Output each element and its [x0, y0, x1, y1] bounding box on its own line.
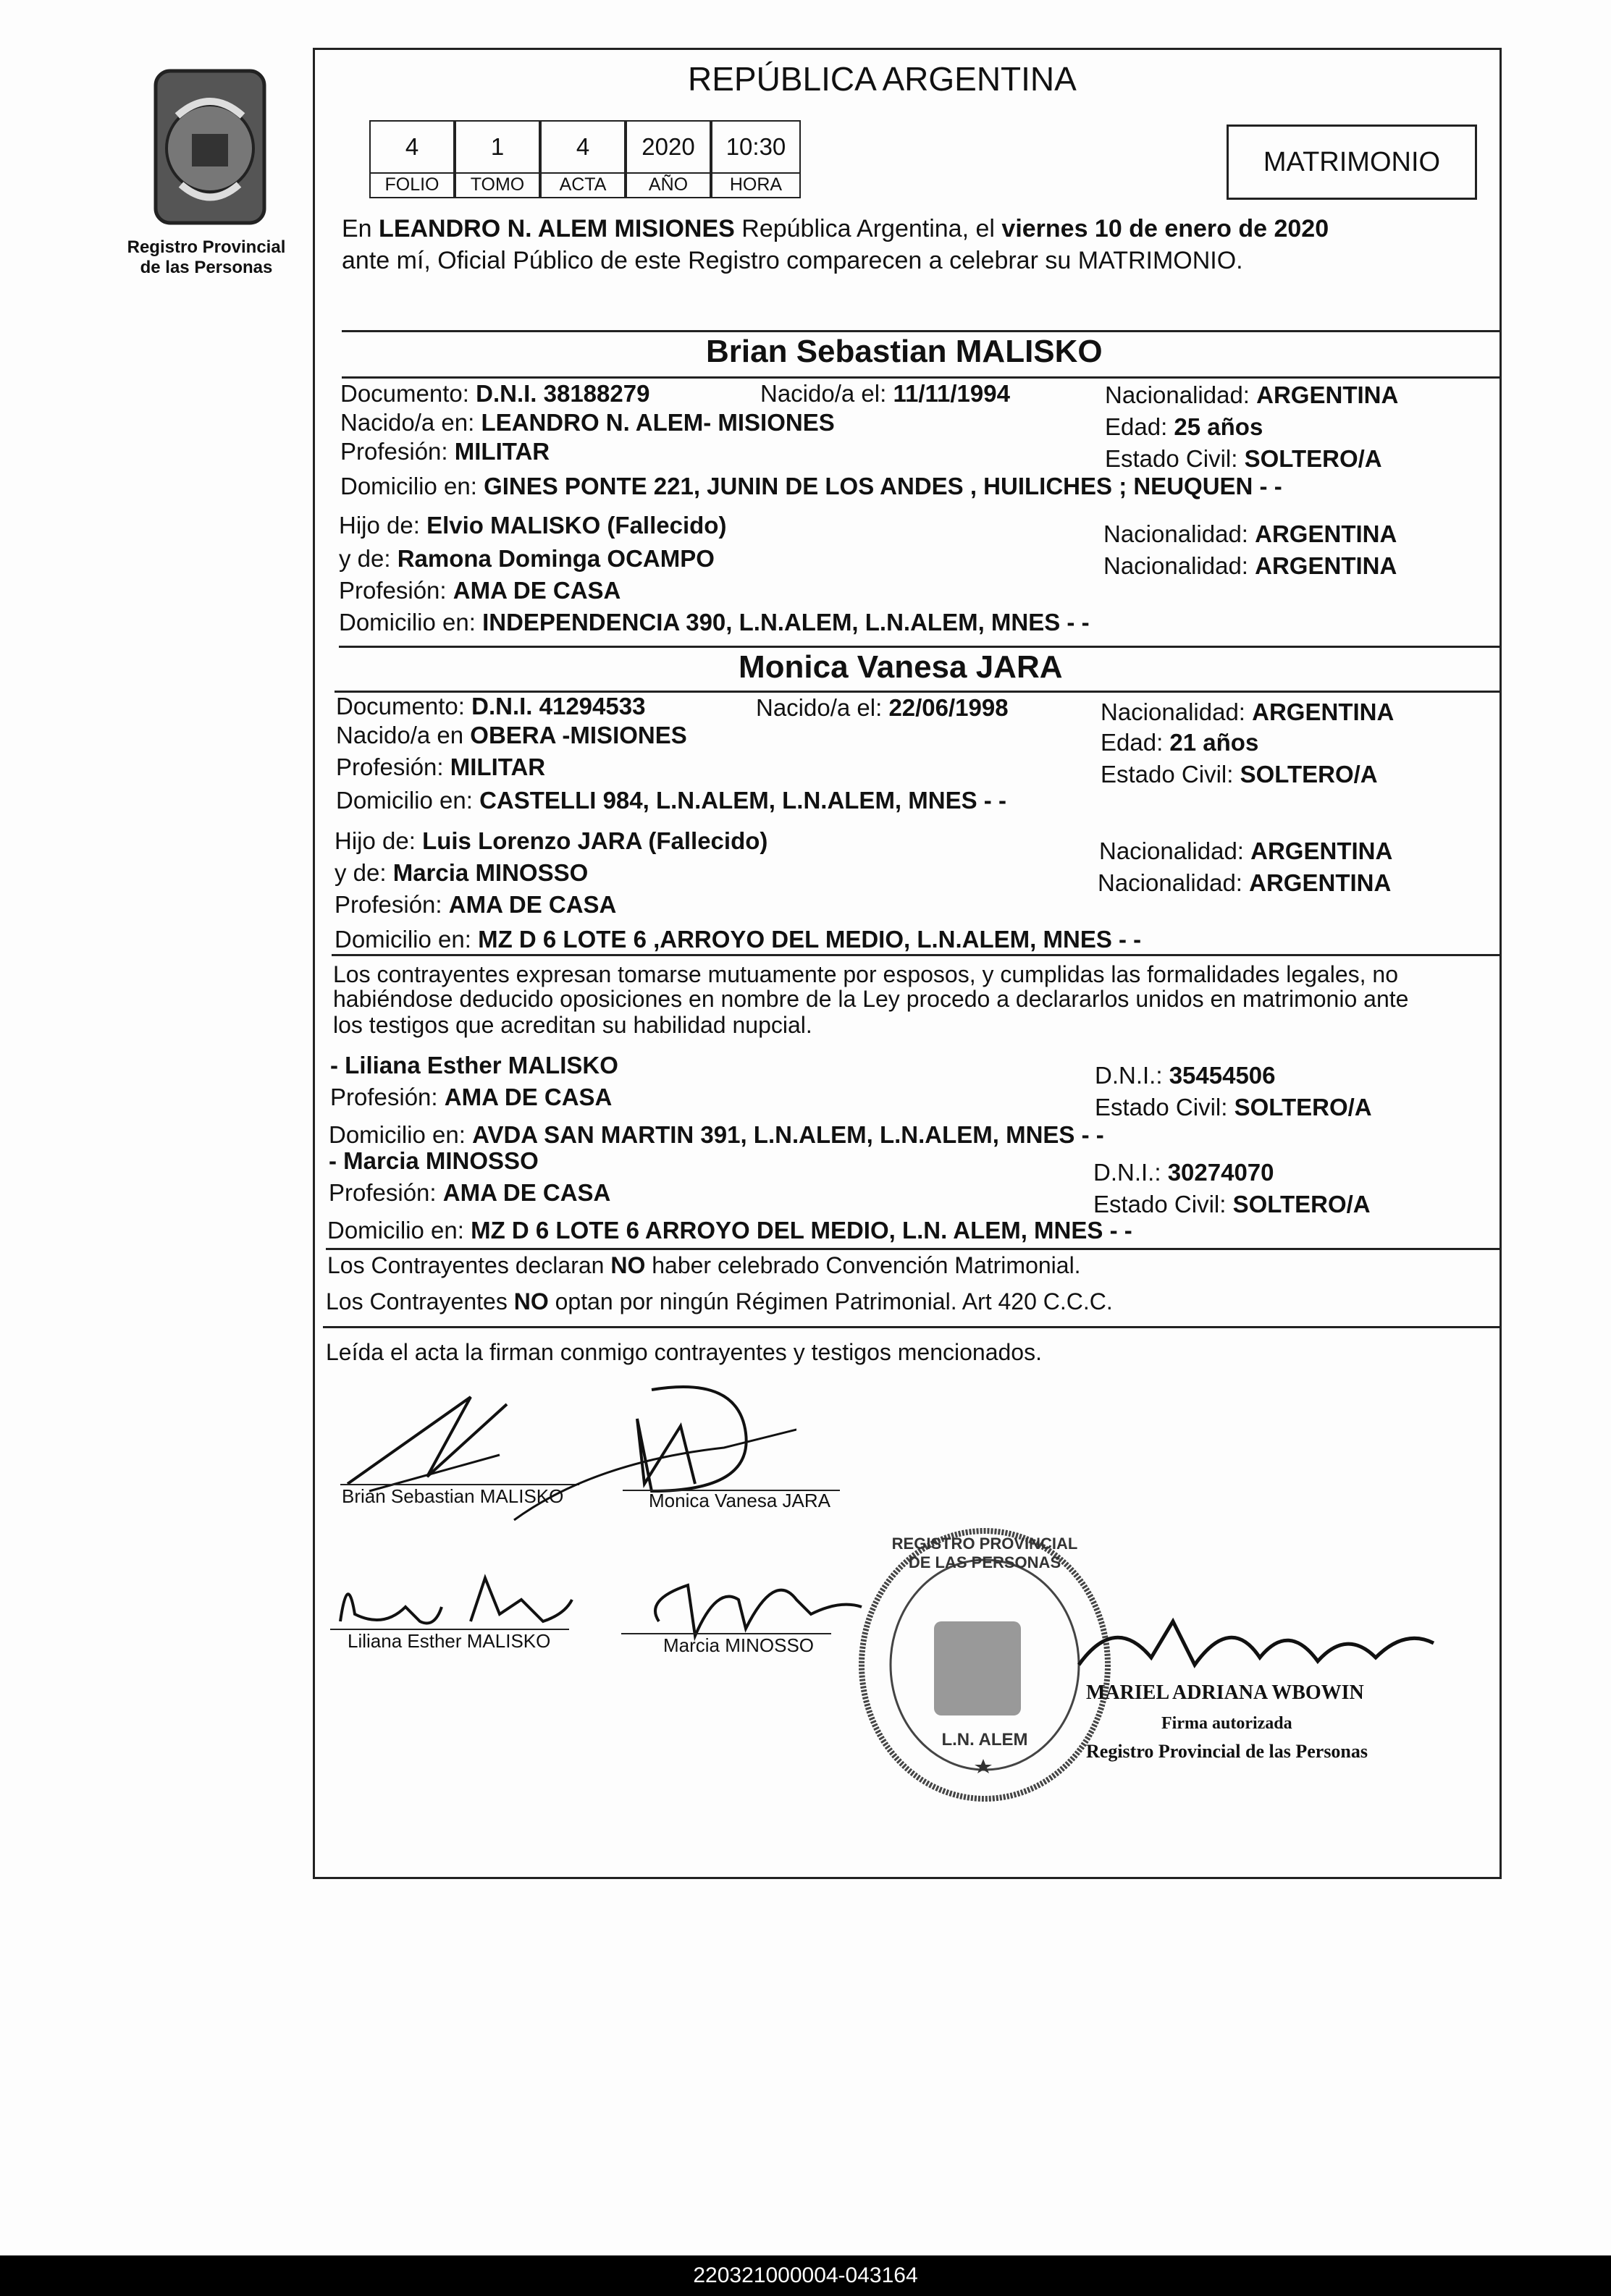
value: CASTELLI 984, L.N.ALEM, L.N.ALEM, MNES - -: [479, 787, 1006, 814]
intro-line-1: [342, 214, 1329, 243]
signature-liliana-icon: [326, 1563, 601, 1636]
cell-label: HORA: [712, 172, 799, 195]
label: Nacido/a en: [336, 722, 464, 748]
cell-label: AÑO: [627, 172, 710, 195]
declaration-line-1: Los contrayentes expresan tomarse mutuamente por esposos, y cumplidas las formalidades legales, no: [333, 961, 1398, 987]
label: Hijo de:: [339, 512, 420, 539]
value: Elvio MALISKO (Fallecido): [426, 512, 727, 539]
text: Los Contrayentes declaran: [327, 1252, 605, 1278]
groom-parents-dom: [339, 608, 1090, 637]
label: Nacionalidad:: [1098, 869, 1242, 896]
label: Estado Civil:: [1105, 445, 1238, 472]
bride-parents-prof: [335, 890, 616, 919]
bride-dom: [336, 786, 1006, 815]
value: ARGENTINA: [1255, 552, 1397, 579]
groom-civil: [1105, 444, 1382, 473]
bride-age: [1101, 728, 1258, 757]
value: AMA DE CASA: [453, 577, 621, 604]
label: Documento:: [340, 380, 469, 407]
label: Domicilio en:: [329, 1121, 466, 1148]
country-title: REPÚBLICA ARGENTINA: [688, 60, 1077, 98]
value: AVDA SAN MARTIN 391, L.N.ALEM, L.N.ALEM, MNES - -: [472, 1121, 1104, 1148]
label: Estado Civil:: [1101, 761, 1234, 788]
witness-1-civil: [1095, 1093, 1372, 1122]
witness-2-prof: [329, 1178, 610, 1207]
logo-line-2: de las Personas: [140, 258, 273, 277]
document-code: 220321000004-043164: [693, 2263, 918, 2287]
emphasis: NO: [610, 1252, 646, 1278]
groom-age: [1105, 413, 1263, 442]
emphasis: NO: [513, 1288, 549, 1314]
label: Nacido/a el:: [760, 380, 887, 407]
bride-parents-dom: [335, 925, 1141, 954]
signature-name-1: Brian Sebastian MALISKO: [342, 1485, 564, 1507]
witness-2-name: - Marcia MINOSSO: [329, 1147, 539, 1174]
label: Profesión:: [329, 1179, 437, 1206]
value: MZ D 6 LOTE 6 ARROYO DEL MEDIO, L.N. ALEM, MNES - -: [471, 1217, 1132, 1244]
cell-folio: [369, 120, 455, 198]
groom-mother: [339, 544, 715, 573]
convention-line-2: [326, 1287, 1113, 1316]
groom-dom: [340, 472, 1282, 501]
label: Nacionalidad:: [1099, 837, 1244, 864]
record-type: MATRIMONIO: [1263, 147, 1441, 177]
label: Domicilio en:: [327, 1217, 464, 1244]
label: Domicilio en:: [340, 473, 477, 499]
cell-value: 4: [405, 133, 419, 160]
intro-date: viernes 10 de enero de 2020: [1001, 215, 1329, 242]
value: 35454506: [1169, 1062, 1276, 1089]
value: Ramona Dominga OCAMPO: [397, 545, 715, 572]
label: Nacido/a el:: [756, 694, 883, 721]
groom-birthplace: [340, 408, 835, 437]
witness-2-dom: [327, 1216, 1132, 1245]
label: y de:: [339, 545, 391, 572]
bride-nat: [1101, 698, 1394, 727]
intro-line-2: ante mí, Oficial Público de este Registro comparecen a celebrar su MATRIMONIO.: [342, 247, 1243, 274]
record-type-box: [1227, 124, 1477, 200]
value: 30274070: [1167, 1159, 1274, 1186]
declaration-line-2: habiéndose deducido oposiciones en nombre de la Ley procedo a declararlos unidos en matrimonio ante: [333, 986, 1409, 1012]
label: Profesión:: [336, 754, 444, 780]
value: D.N.I. 41294533: [471, 693, 646, 719]
cell-hora: [711, 120, 801, 198]
value: D.N.I. 38188279: [476, 380, 650, 407]
label: Estado Civil:: [1093, 1191, 1227, 1217]
label: Edad:: [1101, 729, 1164, 756]
seal-text: REGISTRO PROVINCIAL DE LAS PERSONAS: [891, 1535, 1078, 1571]
bride-birthplace: [336, 721, 687, 750]
official-role: Firma autorizada: [1161, 1714, 1292, 1733]
witness-1-dom: [329, 1120, 1104, 1149]
divider: [342, 376, 1500, 379]
document-code-bar: [0, 2255, 1611, 2296]
groom-father: [339, 511, 726, 540]
value: OBERA -MISIONES: [470, 722, 687, 748]
cell-value: 2020: [642, 133, 695, 160]
label: D.N.I.:: [1095, 1062, 1163, 1089]
groom-doc: [340, 379, 649, 408]
signature-name-3: Liliana Esther MALISKO: [348, 1630, 551, 1652]
cell-tomo: [455, 120, 540, 198]
reading-statement: Leída el acta la firman conmigo contrayentes y testigos mencionados.: [326, 1339, 1042, 1365]
cell-label: FOLIO: [371, 172, 453, 195]
bride-civil: [1101, 760, 1378, 789]
witness-1-dni: [1095, 1061, 1276, 1090]
value: INDEPENDENCIA 390, L.N.ALEM, L.N.ALEM, MNES - -: [482, 609, 1090, 636]
value: AMA DE CASA: [442, 1179, 611, 1206]
value: AMA DE CASA: [444, 1084, 613, 1110]
value: 22/06/1998: [888, 694, 1009, 721]
cell-label: TOMO: [456, 172, 539, 195]
signature-name-4: Marcia MINOSSO: [663, 1634, 815, 1656]
label: Nacionalidad:: [1105, 381, 1250, 408]
value: ARGENTINA: [1256, 381, 1399, 408]
label: Estado Civil:: [1095, 1094, 1228, 1120]
bride-mother-nat: [1098, 869, 1391, 898]
value: MZ D 6 LOTE 6 ,ARROYO DEL MEDIO, L.N.ALEM, MNES - -: [478, 926, 1142, 953]
label: Domicilio en:: [336, 787, 473, 814]
label: Edad:: [1105, 413, 1168, 440]
bride-born: [756, 693, 1009, 722]
signature-name-2: Monica Vanesa JARA: [649, 1490, 830, 1511]
groom-mother-nat: [1103, 552, 1397, 581]
divider: [332, 954, 1500, 956]
value: ARGENTINA: [1252, 698, 1395, 725]
value: 11/11/1994: [893, 380, 1010, 407]
witness-2-dni: [1093, 1158, 1274, 1187]
cell-value: 1: [490, 133, 505, 160]
label: Profesión:: [335, 891, 442, 918]
value: Luis Lorenzo JARA (Fallecido): [422, 827, 768, 854]
value: ARGENTINA: [1255, 520, 1397, 547]
value: SOLTERO/A: [1244, 445, 1382, 472]
value: MILITAR: [450, 754, 546, 780]
label: Domicilio en:: [339, 609, 476, 636]
value: 25 años: [1174, 413, 1263, 440]
official-signature-icon: [1072, 1600, 1448, 1687]
official-org: Registro Provincial de las Personas: [1086, 1741, 1368, 1762]
bride-mother: [335, 858, 588, 887]
witness-2-civil: [1093, 1190, 1371, 1219]
cell-value: 10:30: [725, 133, 786, 160]
label: D.N.I.:: [1093, 1159, 1161, 1186]
logo: [109, 65, 304, 282]
convention-line-1: [327, 1251, 1081, 1280]
signature-marcia-icon: [630, 1556, 869, 1643]
value: AMA DE CASA: [448, 891, 617, 918]
value: GINES PONTE 221, JUNIN DE LOS ANDES , HUILICHES ; NEUQUEN - -: [484, 473, 1282, 499]
label: Nacionalidad:: [1103, 520, 1248, 547]
official-name: MARIEL ADRIANA WBOWIN: [1086, 1681, 1364, 1704]
cell-value: 4: [576, 133, 590, 160]
label: Domicilio en:: [335, 926, 471, 953]
witness-1-name: - Liliana Esther MALISKO: [330, 1052, 618, 1079]
seal-place: L.N. ALEM: [941, 1730, 1028, 1750]
cell-acta: [540, 120, 626, 198]
groom-father-nat: [1103, 520, 1397, 549]
groom-parents-prof: [339, 576, 621, 605]
bride-father: [335, 827, 767, 856]
divider: [323, 1326, 1500, 1328]
text: Los Contrayentes: [326, 1288, 508, 1314]
bride-doc: [336, 692, 645, 721]
label: Profesión:: [340, 438, 448, 465]
value: SOLTERO/A: [1232, 1191, 1371, 1217]
intro-en: En: [342, 215, 372, 242]
witness-1-prof: [330, 1083, 612, 1112]
logo-line-1: Registro Provincial: [127, 237, 286, 257]
bride-father-nat: [1099, 837, 1392, 866]
label: Nacionalidad:: [1103, 552, 1248, 579]
label: Documento:: [336, 693, 465, 719]
value: MILITAR: [454, 438, 550, 465]
divider: [326, 1248, 1500, 1250]
label: Profesión:: [339, 577, 447, 604]
bride-prof: [336, 753, 545, 782]
groom-name: Brian Sebastian MALISKO: [706, 334, 1103, 369]
intro-place: LEANDRO N. ALEM MISIONES: [379, 215, 735, 242]
groom-nat: [1105, 381, 1398, 410]
province-emblem-icon: [148, 65, 272, 232]
label: Nacido/a en:: [340, 409, 475, 436]
groom-prof: [340, 437, 550, 466]
value: LEANDRO N. ALEM- MISIONES: [481, 409, 835, 436]
cell-anio: [626, 120, 711, 198]
cell-label: ACTA: [542, 172, 624, 195]
label: Nacionalidad:: [1101, 698, 1245, 725]
value: 21 años: [1169, 729, 1259, 756]
value: ARGENTINA: [1250, 837, 1393, 864]
label: Profesión:: [330, 1084, 438, 1110]
text: optan por ningún Régimen Patrimonial. Art 420 C.C.C.: [555, 1288, 1113, 1314]
value: SOLTERO/A: [1234, 1094, 1372, 1120]
label: Hijo de:: [335, 827, 416, 854]
intro-rep: República Argentina, el: [741, 215, 995, 242]
declaration-line-3: los testigos que acreditan su habilidad nupcial.: [333, 1012, 812, 1038]
value: SOLTERO/A: [1240, 761, 1378, 788]
groom-born: [760, 379, 1010, 408]
bride-name: Monica Vanesa JARA: [739, 649, 1063, 685]
value: ARGENTINA: [1249, 869, 1392, 896]
label: y de:: [335, 859, 387, 886]
text: haber celebrado Convención Matrimonial.: [652, 1252, 1081, 1278]
value: Marcia MINOSSO: [392, 859, 589, 886]
